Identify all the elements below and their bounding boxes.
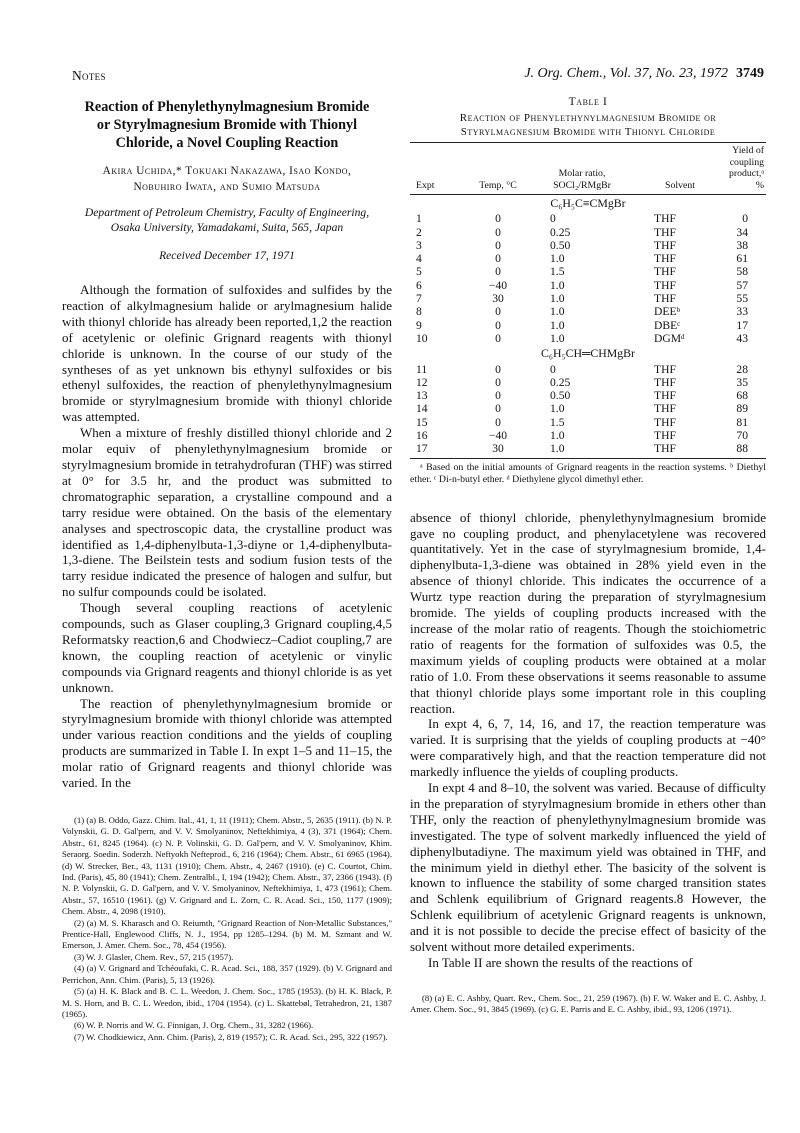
table-row <box>410 416 766 429</box>
paragraph: When a mixture of freshly distilled thionyl chloride and 2 molar equiv of phenylethynylmagnesium bromide or styrylmagnesium bromide in tetrahydrofuran (THF) was stirred at 0° for 3.5 hr, and the product was submitted to chromatographic separation, a crystalline compound and a tarry residue were obtained. On the basis of the elementary analyses and spectroscopic data, the crystalline product was identified as 1,4-diphenylbuta-1,3-diyne or 1,4-diphenylbuta-1,3-diene. The Beilstein tests and sodium fusion tests of the tarry residue indicated the presence of halogen and sulfur, but no sulfur compounds could be isolated. <box>62 425 392 600</box>
cell-ratio: 1.0 <box>550 402 565 416</box>
paragraph: Though several coupling reactions of acetylenic compounds, such as Glaser coupling,3 Grignard coupling,4,5 Reformatsky reaction,6 and Chodwiecz–Cadiot coupling,7 are known, the coupling reaction of acetylenic or vinylic compounds via Grignard reagents and thionyl chloride is as yet unknown. <box>62 600 392 695</box>
cell-ratio: 0 <box>550 362 556 376</box>
footnote: (1) (a) B. Oddo, Gazz. Chim. Ital., 41, 1, 11 (1911); Chem. Abstr., 5, 2635 (1911). (b) N. P. Volynskii, G. D. Gal'pern, and V. V. Smolyaninov, Neftekhimiya, 4 (3), 371 (1964); Chem. Abstr., 61, 8245 (1964). (c) N. P. Volinskii, G. D. Gal'pern, and V. V. Smolyaninov, Khim. Seraorg. Soedin. Soderzh. Neftyokh Nefteprod., 6, 216 (1964); Chem. Abstr., 61 6965 (1964). (d) W. Strecker, Ber., 43, 1131 (1910); Chem. Abstr., 4, 2467 (1910). (e) C. Courtot, Chim. Ind. (Paris), 45, 80 (1941); Chem. Zentralbl., I, 194 (1942); Chem. Abstr., 37, 2366 (1943). (f) N. P. Volynskii, G. D. Gal'pern, and V. V. Smolyaninov, Neftekhimiya, 1, 473 (1961); Chem. Abstr., 57, 16510 (1961). (g) V. Grignard and L. Zorn, C. R. Acad. Sci., 150, 1177 (1909); Chem. Abstr., 4, 2098 (1910). <box>62 815 392 917</box>
results-table <box>410 143 766 456</box>
cell-temp: 0 <box>495 225 501 239</box>
cell-solvent: THF <box>654 375 676 389</box>
cell-temp: 0 <box>495 318 501 332</box>
table-row <box>410 252 766 265</box>
cell-solvent: THF <box>654 225 676 239</box>
cell-solvent: THF <box>654 252 676 266</box>
cell-expt: 5 <box>416 265 422 279</box>
footnotes <box>410 993 766 1016</box>
paragraph: Although the formation of sulfoxides and sulfides by the reaction of alkylmagnesium halide or arylmagnesium halide with thionyl chloride has already been reported,1,2 the reaction of acetylenic or olefinic Grignard reagents with thionyl chloride is unknown. In the course of our study of the syntheses of as yet unknown bis ethynyl sulfoxides or bis ethenyl sulfoxides, the reaction of phenylethynylmagnesium bromide or styrylmagnesium bromide with thionyl chloride was attempted. <box>62 282 392 425</box>
article-title <box>62 98 392 152</box>
author-list <box>62 164 392 195</box>
cell-ratio: 0.50 <box>550 238 571 252</box>
paragraph: In expt 4, 6, 7, 14, 16, and 17, the reaction temperature was varied. It is surprising that the yields of coupling products at −40° were comparatively high, and that the reaction temperature did not markedly influence the yields of coupling products. <box>410 716 766 780</box>
cell-yield: 68 <box>736 389 748 403</box>
table-body <box>410 194 766 212</box>
cell-ratio: 1.0 <box>550 442 565 456</box>
cell-yield: 28 <box>736 362 748 376</box>
table-row <box>410 279 766 292</box>
cell-solvent: THF <box>654 362 676 376</box>
cell-ratio: 1.5 <box>550 265 565 279</box>
header-line: product,ᵃ % <box>728 168 764 191</box>
cell-solvent: THF <box>654 389 676 403</box>
cell-yield: 61 <box>736 252 748 266</box>
received-date: Received December 17, 1971 <box>159 249 295 262</box>
cell-expt: 17 <box>416 442 428 456</box>
cell-ratio: 1.0 <box>550 278 565 292</box>
running-header <box>524 66 764 82</box>
cell-solvent: DEEᵇ <box>654 305 681 319</box>
paragraph: In Table II are shown the results of the reactions of <box>428 955 693 971</box>
left-column <box>62 96 392 1043</box>
table-row <box>410 429 766 442</box>
authors-line: Nobuhiro Iwata, and Sumio Matsuda <box>133 180 321 193</box>
cell-temp: 30 <box>492 292 504 306</box>
cell-solvent: THF <box>654 278 676 292</box>
group-label: C₆H₅CH═CHMgBr <box>541 346 635 361</box>
table-row <box>410 239 766 252</box>
cell-temp: 0 <box>495 362 501 376</box>
cell-expt: 14 <box>416 402 428 416</box>
title-line: or Styrylmagnesium Bromide with Thionyl <box>96 117 358 133</box>
title-line: Chloride, a Novel Coupling Reaction <box>115 135 339 151</box>
cell-solvent: THF <box>654 429 676 443</box>
cell-solvent: THF <box>654 292 676 306</box>
cell-yield: 34 <box>736 225 748 239</box>
table-row <box>410 376 766 389</box>
col-header-expt: Expt <box>416 179 435 191</box>
paragraph: The reaction of phenylethynylmagnesium bromide or styrylmagnesium bromide with thionyl chloride was attempted under various reaction conditions and the yields of coupling products are summarized in Table I. In expt 1–5 and 11–15, the molar ratio of Grignard reagents and thionyl chloride was varied. In the <box>62 695 392 791</box>
cell-temp: 0 <box>495 415 501 429</box>
cell-expt: 13 <box>416 389 428 403</box>
cell-temp: 0 <box>495 389 501 403</box>
cell-expt: 11 <box>416 362 428 376</box>
col-header-yield <box>724 143 766 194</box>
cell-ratio: 0.50 <box>550 389 571 403</box>
cell-temp: 0 <box>495 212 501 226</box>
group2-rows <box>410 363 766 456</box>
cell-ratio: 0.25 <box>550 375 571 389</box>
group-header-row <box>410 195 766 212</box>
footnote: (6) W. P. Norris and W. G. Finnigan, J. Org. Chem., 31, 3282 (1966). <box>74 1020 314 1031</box>
cell-ratio: 0.25 <box>550 225 571 239</box>
table-footnote <box>410 462 766 486</box>
cell-yield: 0 <box>742 212 748 226</box>
cell-ratio: 1.0 <box>550 429 565 443</box>
cell-yield: 58 <box>736 265 748 279</box>
col-header-solvent: Solvent <box>665 179 695 191</box>
footnote: (5) (a) H. K. Black and B. C. L. Weedon, J. Chem. Soc., 1785 (1953). (b) H. K. Black, P. M. S. Horn, and B. C. L. Weedon, ibid., 1704 (1954). (c) L. Skattebøl, Tetrahedron, 21, 1387 (1965). <box>62 986 392 1019</box>
authors-line: Akira Uchida,* Tokuaki Nakazawa, Isao Kondo, <box>102 165 352 177</box>
cell-temp: −40 <box>488 429 508 443</box>
cell-ratio: 1.0 <box>550 305 565 319</box>
cell-yield: 38 <box>736 238 748 252</box>
table-row <box>410 292 766 305</box>
footnote: (4) (a) V. Grignard and Tchéoufaki, C. R. Acad. Sci., 188, 357 (1929). (b) V. Grignard and Perrichon, Ann. Chim. (Paris), 5, 13 (1926). <box>62 963 392 985</box>
cell-solvent: THF <box>654 442 676 456</box>
cell-solvent: THF <box>654 415 676 429</box>
cell-ratio: 1.0 <box>550 318 565 332</box>
cell-temp: 0 <box>495 375 501 389</box>
cell-expt: 7 <box>416 292 422 306</box>
cell-yield: 88 <box>736 442 748 456</box>
page-number: 3749 <box>736 66 764 81</box>
group2-header <box>410 345 766 362</box>
table-row <box>410 212 766 225</box>
cell-temp: 0 <box>495 402 501 416</box>
table-row <box>410 363 766 376</box>
cell-expt: 4 <box>416 252 422 266</box>
table-bottom-rule <box>410 458 766 459</box>
table-row <box>410 319 766 332</box>
cell-expt: 15 <box>416 415 428 429</box>
right-column <box>410 96 766 1016</box>
affiliation <box>62 205 392 235</box>
cell-ratio: 1.0 <box>550 331 565 345</box>
journal-citation: J. Org. Chem., Vol. 37, No. 23, 1972 <box>524 66 728 81</box>
table-caption <box>410 111 766 139</box>
cell-temp: 0 <box>495 252 501 266</box>
cell-expt: 6 <box>416 278 422 292</box>
cell-solvent: THF <box>654 265 676 279</box>
title-line: Reaction of Phenylethynylmagnesium Bromide <box>84 99 370 115</box>
cell-yield: 35 <box>736 375 748 389</box>
cell-expt: 10 <box>416 331 428 345</box>
body-text <box>410 510 766 971</box>
cell-expt: 2 <box>416 225 422 239</box>
table-row <box>410 265 766 278</box>
cell-yield: 57 <box>736 278 748 292</box>
cell-solvent: THF <box>654 212 676 226</box>
cell-expt: 3 <box>416 238 422 252</box>
caption-line: Reaction of Phenylethynylmagnesium Bromide or <box>459 112 717 124</box>
group1-rows <box>410 212 766 345</box>
table-row <box>410 332 766 345</box>
group-header-row <box>410 345 766 362</box>
header-line: coupling <box>729 156 764 168</box>
cell-solvent: THF <box>654 402 676 416</box>
cell-ratio: 1.0 <box>550 252 565 266</box>
group-label: C₆H₅C≡CMgBr <box>550 196 626 210</box>
cell-temp: 0 <box>495 331 501 345</box>
table-row <box>410 402 766 415</box>
table-row <box>410 305 766 318</box>
affiliation-line: Department of Petroleum Chemistry, Faculty of Engineering, <box>84 206 370 219</box>
cell-temp: 0 <box>495 305 501 319</box>
footnotes <box>62 815 392 1043</box>
caption-line: Styrylmagnesium Bromide with Thionyl Chloride <box>460 126 716 138</box>
footnote: (7) W. Chodkiewicz, Ann. Chim. (Paris), 2, 819 (1957); C. R. Acad. Sci., 295, 322 (1957). <box>74 1031 388 1042</box>
footnote: (8) (a) E. C. Ashby, Quart. Rev., Chem. Soc., 21, 259 (1967). (b) F. W. Waker and E. C. Ashby, J. Amer. Chem. Soc., 91, 3845 (1969). (c) G. E. Parris and E. C. Ashby, ibid., 93, 1206 (1971). <box>410 992 766 1015</box>
header-line: Yield of <box>732 145 764 156</box>
paragraph: absence of thionyl chloride, phenylethynylmagnesium bromide gave no coupling product, and phenylacetylene was recovered quantitatively. Yet in the case of styrylmagnesium bromide, 1,4-diphenylbuta-1,3-diene was obtained in 28% yield even in the absence of thionyl chloride. This indicates the occurrence of a Wurtz type reaction during the preparation of styrylmagnesium bromide. The yields of coupling products increased with the increase of the molar ratio of reagents. Though the stoichiometric ratio of reagents for the formation of sulfoxides was 0.5, the maximum yields of coupling products were obtained at a molar ratio of 1.0. From these observations it seems reasonable to assume that thionyl chloride plays some important role in this coupling reaction. <box>410 509 766 716</box>
col-header-temp: Temp, °C <box>479 179 517 191</box>
cell-temp: 0 <box>495 238 501 252</box>
header-line: Molar ratio, <box>558 168 606 179</box>
cell-temp: −40 <box>488 278 508 292</box>
cell-expt: 8 <box>416 305 422 319</box>
cell-yield: 70 <box>736 429 748 443</box>
table-row <box>410 442 766 455</box>
body-text <box>62 282 392 791</box>
cell-ratio: 1.5 <box>550 415 565 429</box>
table-header-row <box>410 143 766 194</box>
cell-yield: 81 <box>736 415 748 429</box>
cell-expt: 12 <box>416 375 428 389</box>
table-footnote-text: ᵃ Based on the initial amounts of Grignard reagents in the reaction systems. ᵇ Diethyl ether. ᶜ Di-n-butyl ether. ᵈ Diethylene glycol dimethyl ether. <box>410 461 766 485</box>
header-line: SOCl₂/RMgBr <box>553 179 611 191</box>
cell-yield: 43 <box>736 331 748 345</box>
cell-expt: 16 <box>416 429 428 443</box>
affiliation-line: Osaka University, Yamadakami, Suita, 565, Japan <box>110 221 344 234</box>
cell-temp: 0 <box>495 265 501 279</box>
cell-expt: 1 <box>416 212 422 226</box>
col-header-ratio <box>528 143 636 194</box>
cell-temp: 30 <box>492 442 504 456</box>
cell-yield: 89 <box>736 402 748 416</box>
table-label: Table I <box>568 96 608 108</box>
cell-ratio: 0 <box>550 212 556 226</box>
cell-solvent: THF <box>654 238 676 252</box>
cell-yield: 55 <box>736 292 748 306</box>
footnote: (3) W. J. Glasler, Chem. Rev., 57, 215 (1957). <box>74 951 234 962</box>
table-row <box>410 226 766 239</box>
cell-solvent: DBEᶜ <box>654 318 681 332</box>
cell-ratio: 1.0 <box>550 292 565 306</box>
cell-yield: 17 <box>736 318 748 332</box>
section-heading: Notes <box>72 68 106 83</box>
cell-solvent: DGMᵈ <box>654 331 685 345</box>
paragraph: In expt 4 and 8–10, the solvent was varied. Because of difficulty in the preparation of styrylmagnesium bromide in ethers other than THF, only the reaction of phenylethynylmagnesium bromide was investigated. The type of solvent markedly influenced the yield of diphenylbutadiyne. The maximum yield was obtained in THF, and the minimum yield in diethyl ether. The basicity of the solvent is known to influence the stability of some charged transition states and Schlenk equilibrium of Grignard reagents.8 However, the Schlenk equilibrium of acetylenic Grignard reagents is unknown, and it is not possible to decide the precise effect of basicity of the solvent without more detailed experiments. <box>410 780 766 955</box>
table-row <box>410 389 766 402</box>
cell-yield: 33 <box>736 305 748 319</box>
footnote: (2) (a) M. S. Kharasch and O. Reiumth, "Grignard Reaction of Non-Metallic Substances," Prentice-Hall, Englewood Cliffs, N. J., 1954, pp 1285–1294. (b) M. M. Szmant and W. Emerson, J. Amer. Chem. Soc., 78, 454 (1956). <box>62 917 392 951</box>
cell-expt: 9 <box>416 318 422 332</box>
